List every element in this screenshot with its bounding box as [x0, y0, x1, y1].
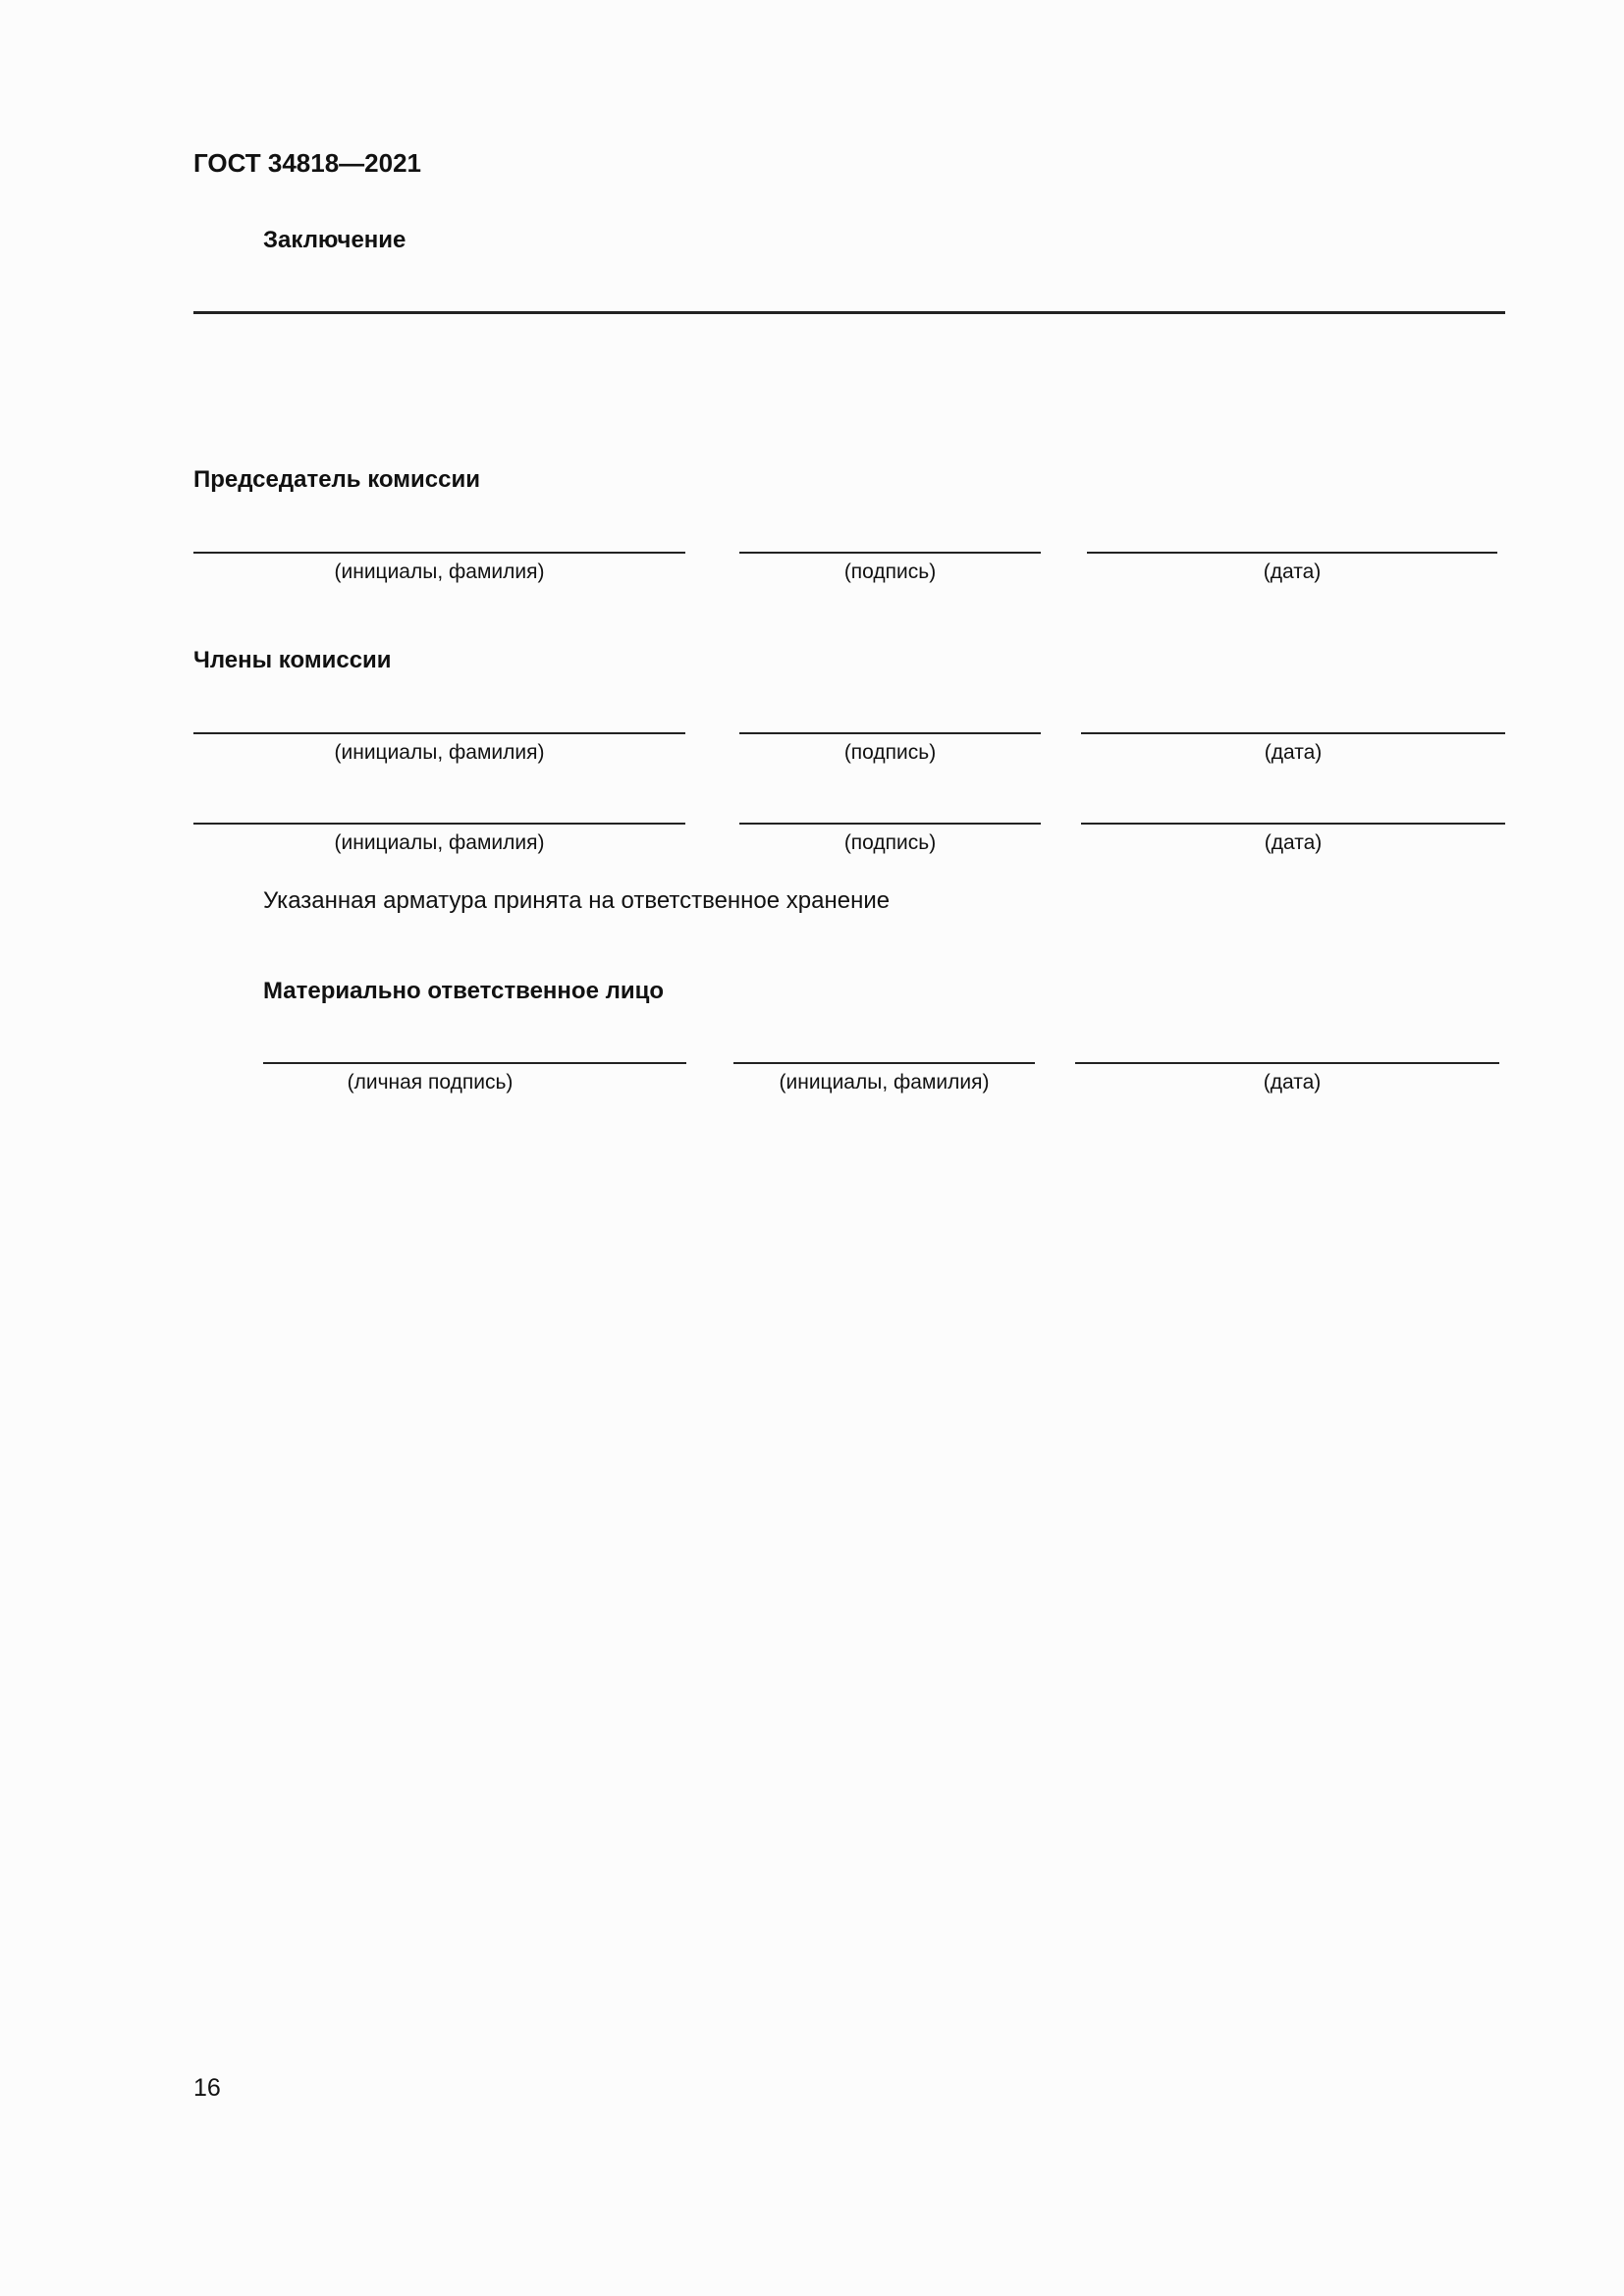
chairman-name-caption: (инициалы, фамилия): [334, 561, 545, 583]
responsible-name-caption: (инициалы, фамилия): [779, 1071, 990, 1094]
member-1-signature-line: [739, 732, 1041, 734]
chairman-signature-caption: (подпись): [843, 561, 937, 583]
chairman-signature-line: [739, 552, 1041, 554]
member-2-signature-line: [739, 823, 1041, 825]
responsible-date-line: [1075, 1062, 1499, 1064]
responsible-title: Материально ответственное лицо: [263, 978, 665, 1004]
member-2-date-line: [1081, 823, 1505, 825]
responsible-signature-line: [263, 1062, 686, 1064]
responsible-name-line: [733, 1062, 1035, 1064]
member-1-signature-caption: (подпись): [843, 741, 937, 764]
member-2-date-caption: (дата): [1264, 831, 1323, 854]
members-title: Члены комиссии: [193, 647, 392, 673]
document-code: ГОСТ 34818—2021: [193, 148, 421, 178]
member-1-date-caption: (дата): [1264, 741, 1323, 764]
conclusion-title: Заключение: [263, 227, 406, 253]
member-1-date-line: [1081, 732, 1505, 734]
chairman-name-line: [193, 552, 685, 554]
conclusion-line: [193, 311, 1505, 314]
responsible-signature-caption: (личная подпись): [347, 1071, 514, 1094]
page-number: 16: [193, 2074, 221, 2102]
member-2-name-caption: (инициалы, фамилия): [334, 831, 545, 854]
responsible-date-caption: (дата): [1263, 1071, 1322, 1094]
member-1-name-caption: (инициалы, фамилия): [334, 741, 545, 764]
member-2-name-line: [193, 823, 685, 825]
storage-note: Указанная арматура принята на ответственное хранение: [263, 887, 891, 914]
member-1-name-line: [193, 732, 685, 734]
chairman-title: Председатель комиссии: [193, 466, 480, 493]
member-2-signature-caption: (подпись): [843, 831, 937, 854]
chairman-date-caption: (дата): [1263, 561, 1322, 583]
chairman-date-line: [1087, 552, 1497, 554]
